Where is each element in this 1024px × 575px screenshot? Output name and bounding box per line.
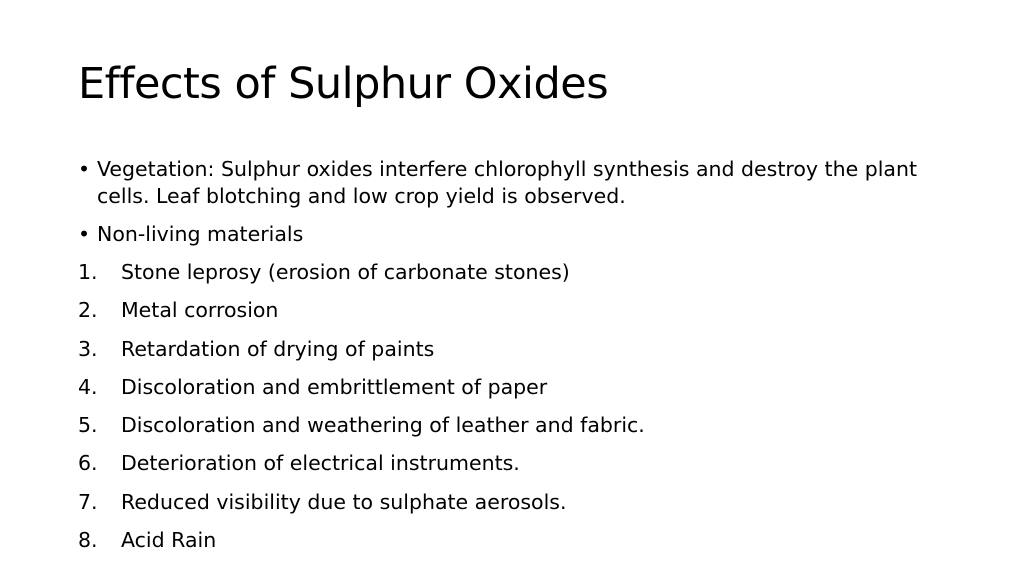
- item-text: Metal corrosion: [121, 298, 279, 323]
- item-number: 3.: [78, 336, 98, 361]
- item-number: 5.: [78, 413, 98, 438]
- bullet-text: Non-living materials: [97, 222, 304, 246]
- item-number: 6.: [78, 451, 98, 476]
- numbered-item-8: [78, 527, 958, 554]
- slide-title: Effects of Sulphur Oxides: [78, 59, 609, 109]
- slide-content: [78, 156, 958, 565]
- item-text: Discoloration and embrittlement of paper: [121, 374, 548, 399]
- item-number: 4.: [78, 374, 98, 399]
- numbered-item-3: [78, 336, 958, 363]
- item-number: 8.: [78, 528, 98, 553]
- bullet-item: [78, 156, 958, 210]
- item-number: 7.: [78, 489, 98, 514]
- numbered-item-5: [78, 412, 958, 439]
- numbered-item-7: [78, 489, 958, 516]
- item-number: 2.: [78, 298, 98, 323]
- numbered-item-4: [78, 374, 958, 401]
- numbered-item-1: [78, 259, 958, 286]
- item-text: Retardation of drying of paints: [121, 336, 435, 361]
- item-text: Deterioration of electrical instruments.: [121, 451, 520, 476]
- item-text: Reduced visibility due to sulphate aerosols.: [121, 489, 567, 514]
- item-text: Discoloration and weathering of leather and fabric.: [121, 413, 645, 438]
- numbered-item-6: [78, 450, 958, 477]
- bullet-item: [78, 221, 958, 248]
- item-number: 1.: [78, 260, 98, 284]
- numbered-item-2: [78, 297, 958, 324]
- bullet-text: Vegetation: Sulphur oxides interfere chlorophyll synthesis and destroy the plant cells. Leaf blotching and low crop yield is observed.: [97, 157, 918, 208]
- item-text: Stone leprosy (erosion of carbonate stones): [121, 260, 570, 284]
- bullet-icon: •: [78, 157, 91, 181]
- bullet-icon: •: [78, 222, 91, 246]
- item-text: Acid Rain: [121, 528, 217, 553]
